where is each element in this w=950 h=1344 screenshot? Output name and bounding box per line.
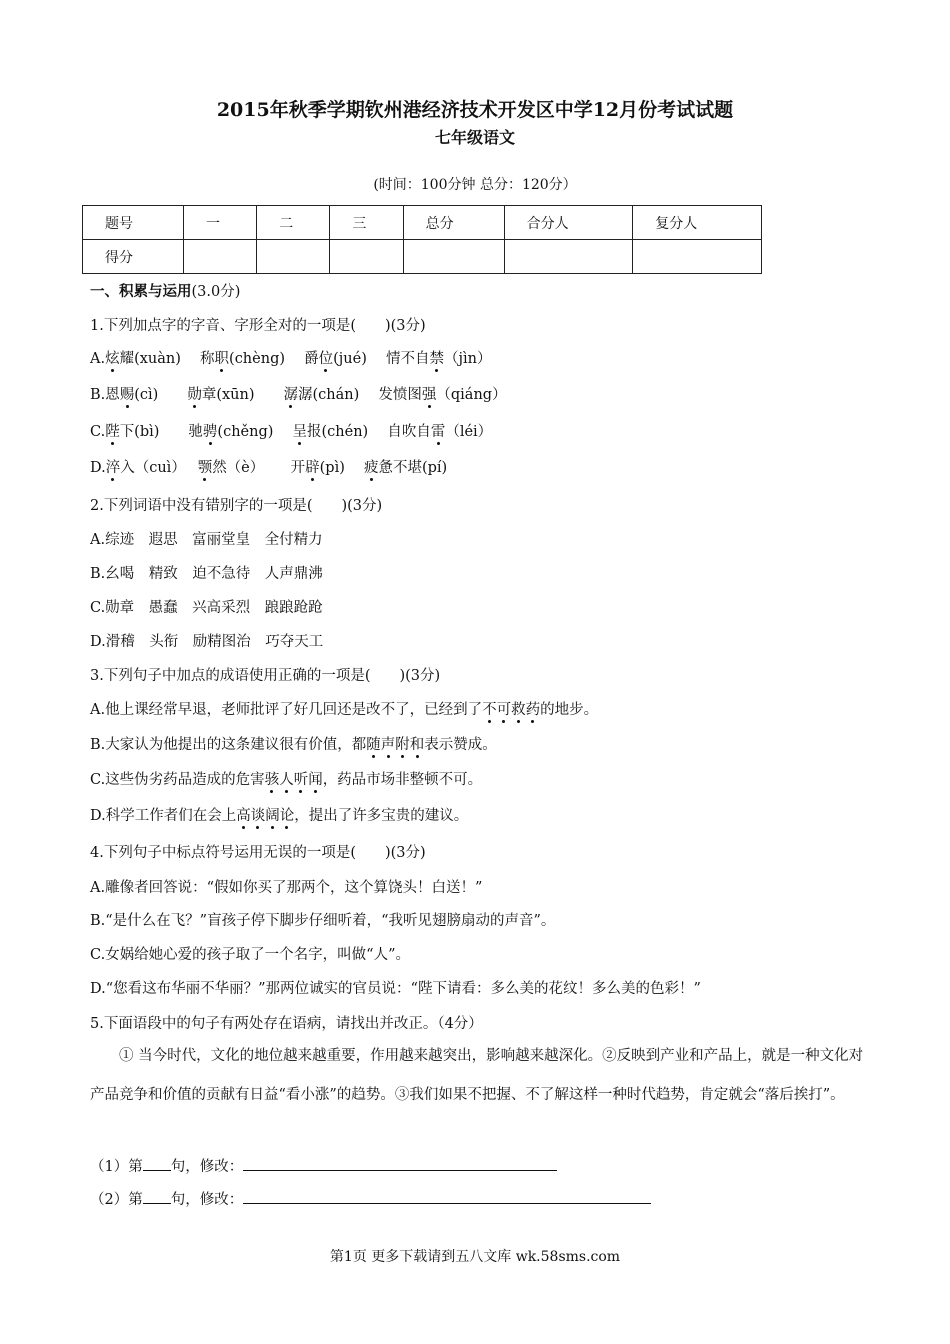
score-input-cell[interactable] (633, 240, 762, 274)
score-table-cell: 总分 (403, 206, 504, 240)
q5-passage: ① 当今时代，文化的地位越来越重要，作用越来越突出，影响越来越深化。②反映到产业和产品上，就是一种文化对产品竞争和价值的贡献有日益“看小涨”的趋势。③我们如果不把握、不了解这样一种时代趋势，肯定就会“落后挨打”。 (90, 1048, 864, 1103)
revision-blank[interactable] (243, 1189, 651, 1204)
q5-answer-line-2 (90, 1188, 651, 1209)
text-span: 下(bì) 驰 (119, 424, 203, 440)
exam-title: 2015年秋季学期钦州港经济技术开发区中学12月份考试试题 (216, 99, 734, 121)
q3-option-b (90, 733, 497, 754)
text-span: 表示赞成。 (424, 737, 497, 753)
q4-option: D.“您看这布华丽不华丽？”那两位诚实的官员说：“陛下请看：多么美的花纹！多么美的色彩！” (90, 981, 701, 997)
text-span: (chèng) 爵 (229, 351, 319, 367)
score-table-cell: 题号 (83, 206, 184, 240)
dotted-char: 阔 (265, 808, 280, 824)
dotted-char: 炫 (105, 351, 120, 367)
text-span: A. (90, 351, 106, 367)
text-span: （2）第 (90, 1192, 143, 1208)
q4-option: A.雕像者回答说：“假如你买了那两个，这个算饶头！白送！” (90, 880, 483, 896)
score-table-score-row (83, 240, 762, 274)
text-span: (jué) 情不自 (333, 351, 430, 367)
revision-blank[interactable] (243, 1156, 557, 1171)
text-span: (chěng) (217, 424, 293, 440)
text-span: C.这些伪劣药品造成的危害 (90, 772, 265, 788)
time-info: (时间：100分钟 总分：120分） (373, 177, 577, 193)
dotted-idiom (366, 737, 424, 753)
score-table-cell: 一 (183, 206, 256, 240)
q3-option-d (90, 804, 468, 825)
q1-option-b (90, 383, 507, 404)
text-span: (pì) (319, 460, 364, 476)
text-span: 惫不堪(pí) (378, 460, 448, 476)
question-4-stem: 4.下列句子中标点符号运用无误的一项是( )(3分) (90, 845, 426, 861)
score-input-cell[interactable] (330, 240, 403, 274)
exam-subtitle: 七年级语文 (434, 128, 515, 147)
sentence-number-blank[interactable] (143, 1189, 171, 1204)
sentence-number-blank[interactable] (143, 1156, 171, 1171)
dotted-char: 辟 (305, 460, 320, 476)
dotted-char: 陛 (105, 424, 120, 440)
dotted-char: 骇 (264, 772, 280, 788)
section-heading (90, 280, 240, 301)
text-span: （1）第 (90, 1159, 143, 1175)
text-span: ，提出了许多宝贵的建议。 (294, 808, 469, 824)
score-table-cell: 复分人 (633, 206, 762, 240)
question-1-stem: 1.下列加点字的字音、字形全对的一项是( )(3分) (90, 318, 426, 334)
q5-answer-line-1 (90, 1155, 557, 1176)
q2-option: B.幺喝 精致 迫不急待 人声鼎沸 (90, 566, 323, 582)
section-title: 一、积累与运用 (90, 283, 192, 300)
dotted-char: 谈 (250, 808, 266, 824)
q4-option: B.“是什么在飞？”盲孩子停下脚步仔细听着，“我听见翅膀扇动的声音”。 (90, 913, 556, 929)
q3-option-a (90, 698, 598, 719)
dotted-char: 可 (496, 702, 512, 718)
text-span: D.科学工作者们在会上 (90, 808, 237, 824)
dotted-char: 随 (366, 737, 381, 753)
q1-option-d (90, 456, 447, 477)
question-3-stem: 3.下列句子中加点的成语使用正确的一项是( )(3分) (90, 668, 441, 684)
q4-option: C.女娲给她心爱的孩子取了一个名字，叫做“人”。 (90, 947, 411, 963)
dotted-char: 淬 (105, 460, 121, 476)
dotted-char: 和 (409, 737, 425, 753)
q2-option: A.综迹 遐思 富丽堂皇 全付精力 (90, 532, 323, 548)
score-table-cell: 合分人 (504, 206, 633, 240)
question-5-stem: 5.下面语段中的句子有两处存在语病，请找出并改正。（4分） (90, 1016, 483, 1032)
section-score: (3.0分) (191, 284, 241, 300)
text-span: 耀(xuàn) 称 (119, 351, 215, 367)
dotted-char: 位 (318, 351, 334, 367)
score-table-cell: 二 (257, 206, 330, 240)
dotted-char: 闻 (308, 772, 323, 788)
dotted-char: 潺 (283, 387, 299, 403)
dotted-idiom (236, 808, 294, 824)
dotted-char: 高 (236, 808, 251, 824)
dotted-char: 强 (421, 387, 437, 403)
text-span: 入（cuì） (120, 460, 198, 476)
q2-option: C.勋章 愚蠢 兴高采烈 踉踉跄跄 (90, 600, 323, 616)
q3-option-c (90, 768, 482, 789)
q2-option: D.滑稽 头衔 励精图治 巧夺天工 (90, 634, 324, 650)
dotted-char: 禁 (429, 351, 444, 367)
text-span: 句，修改： (170, 1192, 244, 1208)
dotted-char: 附 (395, 737, 410, 753)
score-table-cell: 得分 (83, 240, 184, 274)
text-span: D. (90, 460, 106, 476)
text-span: 章(xūn) (201, 387, 284, 403)
dotted-char: 药 (525, 702, 541, 718)
q1-option-c (90, 420, 492, 441)
dotted-char: 颚 (197, 460, 213, 476)
dotted-char: 听 (293, 772, 309, 788)
text-span: B.大家认为他提出的这条建议很有价值，都 (90, 737, 367, 753)
text-span: C. (90, 424, 106, 440)
dotted-char: 人 (279, 772, 294, 788)
score-table (82, 205, 762, 274)
dotted-char: 骋 (202, 424, 218, 440)
dotted-char: 雷 (430, 424, 446, 440)
question-2-stem: 2.下列词语中没有错别字的一项是( )(3分) (90, 498, 383, 514)
text-span: 潺(chán) 发愤图 (298, 387, 422, 403)
text-span: A.他上课经常早退，老师批评了好几回还是改不了，已经到了 (90, 702, 483, 718)
dotted-char: 不 (482, 702, 497, 718)
dotted-char: 救 (511, 702, 526, 718)
dotted-char: 赐 (119, 387, 135, 403)
dotted-char: 论 (279, 808, 295, 824)
text-span: （jìn） (443, 351, 492, 367)
text-span: ，药品市场非整顿不可。 (322, 772, 483, 788)
dotted-char: 声 (380, 737, 396, 753)
text-span: 报(chén) 自吹自 (307, 424, 431, 440)
page-footer: 第1页 更多下载请到五八文库 wk.58sms.com (329, 1249, 621, 1265)
dotted-char: 勋 (187, 387, 202, 403)
dotted-idiom (265, 772, 323, 788)
score-input-cell[interactable] (257, 240, 330, 274)
score-input-cell[interactable] (403, 240, 504, 274)
dotted-char: 职 (214, 351, 230, 367)
text-span: （léi） (445, 424, 493, 440)
dotted-idiom (482, 702, 540, 718)
text-span: （qiáng） (436, 387, 507, 403)
score-table-cell: 三 (330, 206, 403, 240)
dotted-char: 疲 (363, 460, 379, 476)
score-table-header-row (83, 206, 762, 240)
text-span: 句，修改： (170, 1159, 244, 1175)
score-input-cell[interactable] (504, 240, 633, 274)
text-span: B.恩 (90, 387, 120, 403)
text-span: (cì) (134, 387, 188, 403)
text-span: 的地步。 (540, 702, 599, 718)
dotted-char: 呈 (292, 424, 308, 440)
score-input-cell[interactable] (183, 240, 256, 274)
text-span: 然（è） 开 (212, 460, 306, 476)
q1-option-a (90, 347, 491, 368)
